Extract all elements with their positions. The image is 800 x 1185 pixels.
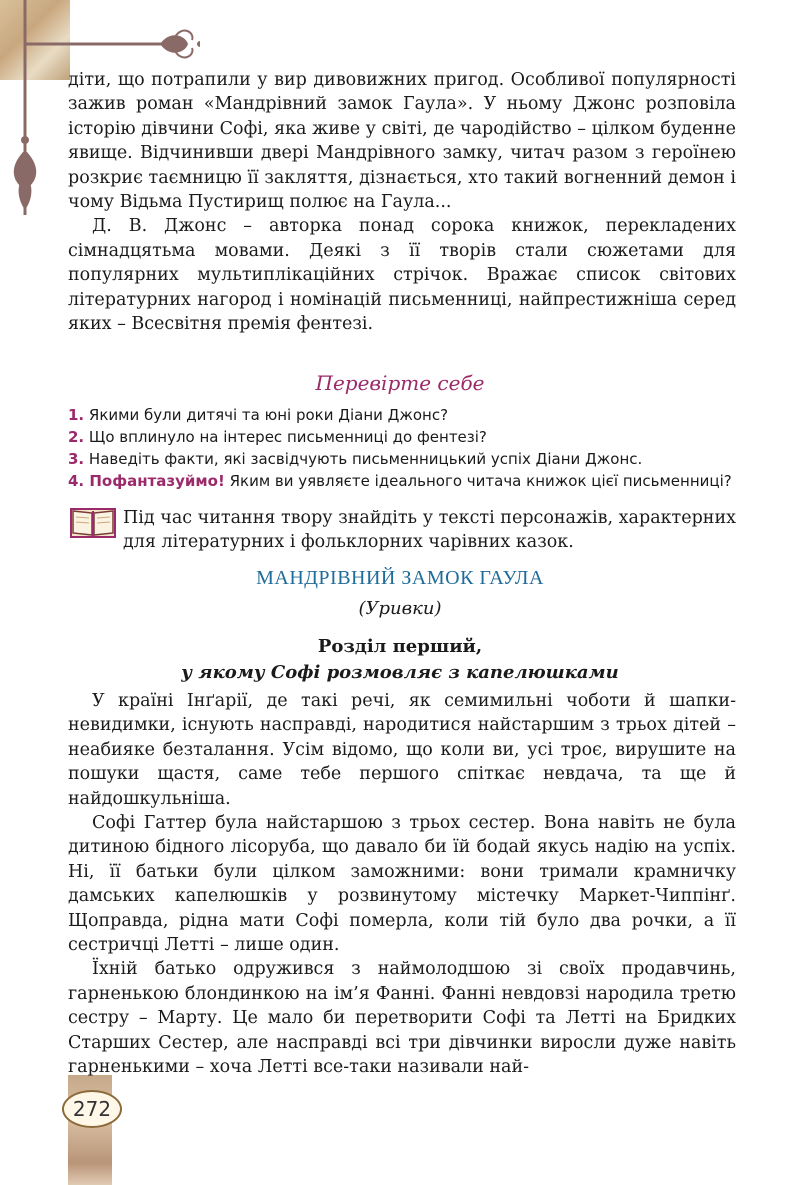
intro-text: [68, 68, 736, 336]
work-subtitle: (Уривки): [358, 598, 442, 619]
work-title: МАНДРІВНИЙ ЗАМОК ГАУЛА: [256, 567, 544, 589]
chapter-title: Розділ перший,: [317, 636, 483, 657]
question-item: 4. Пофантазуймо! Яким ви уявляєте ідеального читача книжок цієї письменниці?: [68, 472, 732, 490]
intro-paragraph: діти, що потрапили у вир дивовижних пригод. Особливої популярності зажив роман «Мандрівний замок Гаула». У ньому Джонс розповіла історію дівчини Софі, яка живе у світі, де чародійство – цілком буденне явище. Відчинивши двері Мандрівного замку, читач разом з героїнею розкриє таємницю її закляття, дізнається, хто такий вогненний демон і чому Відьма Пустирищ полює на Гаула...: [68, 70, 736, 213]
story-paragraph: У країні Інґарії, де такі речі, як семимильні чоботи й шапки-невидимки, існують насправді, народитися найстаршим з трьох дітей – неабияке безталання. Усім відомо, що коли ви, усі троє, вирушите на пошуки щастя, саме тебе першого спіткає невдача, та ще й найдошкульніша.: [68, 691, 736, 809]
story-paragraph: Їхній батько одружився з наймолодшою зі своїх продавчинь, гарненькою блондинкою на ім’я Фанні. Фанні невдовзі народила третю сестру – Марту. Це мало би перетворити Софі та Летті на Бридких Старших Сестер, але насправді всі три дівчинки виросли дуже навіть гарненькими – хоча Летті все-таки називали най-: [68, 959, 736, 1078]
check-yourself-heading: Перевірте себе: [315, 371, 485, 395]
reading-task: Під час читання твору знайдіть у тексті персонажів, характерних для літературних і фольклорних чарівних казок.: [123, 508, 736, 553]
question-item: 2. Що вплинуло на інтерес письменниці до фентезі?: [68, 428, 487, 446]
chapter-subtitle: у якому Софі розмовляє з капелюшками: [181, 662, 619, 683]
page-number: 272: [62, 1090, 122, 1128]
story-paragraph: Софі Гаттер була найстаршою з трьох сестер. Вона навіть не була дитиною бідного лісоруба, що давало би їй бодай якусь надію на успіх. Ні, її батьки були цілком заможними: вони тримали крамничку дамських капелюшків у розвинутому містечку Маркет-Чиппінґ. Щоправда, рідна мати Софі померла, коли тій було два рочки, а її сестричці Летті – лише один.: [68, 813, 736, 956]
open-book-icon: [70, 505, 116, 539]
chapter-heading: [0, 634, 800, 686]
question-item: 3. Наведіть факти, які засвідчують письменницький успіх Діани Джонс.: [68, 450, 643, 468]
intro-paragraph: Д. В. Джонс – авторка понад сорока книжок, перекладених сімнадцятьма мовами. Деякі з її творів стали сюжетами для популярних мультиплікаційних стрічок. Вражає список світових літературних нагород і номінацій письменниці, найпрестижніша серед яких – Всесвітня премія фентезі.: [68, 216, 736, 335]
question-list: [68, 404, 748, 492]
question-item: 1. Якими були дитячі та юні роки Діани Джонс?: [68, 406, 449, 424]
story-text: [68, 689, 736, 1080]
